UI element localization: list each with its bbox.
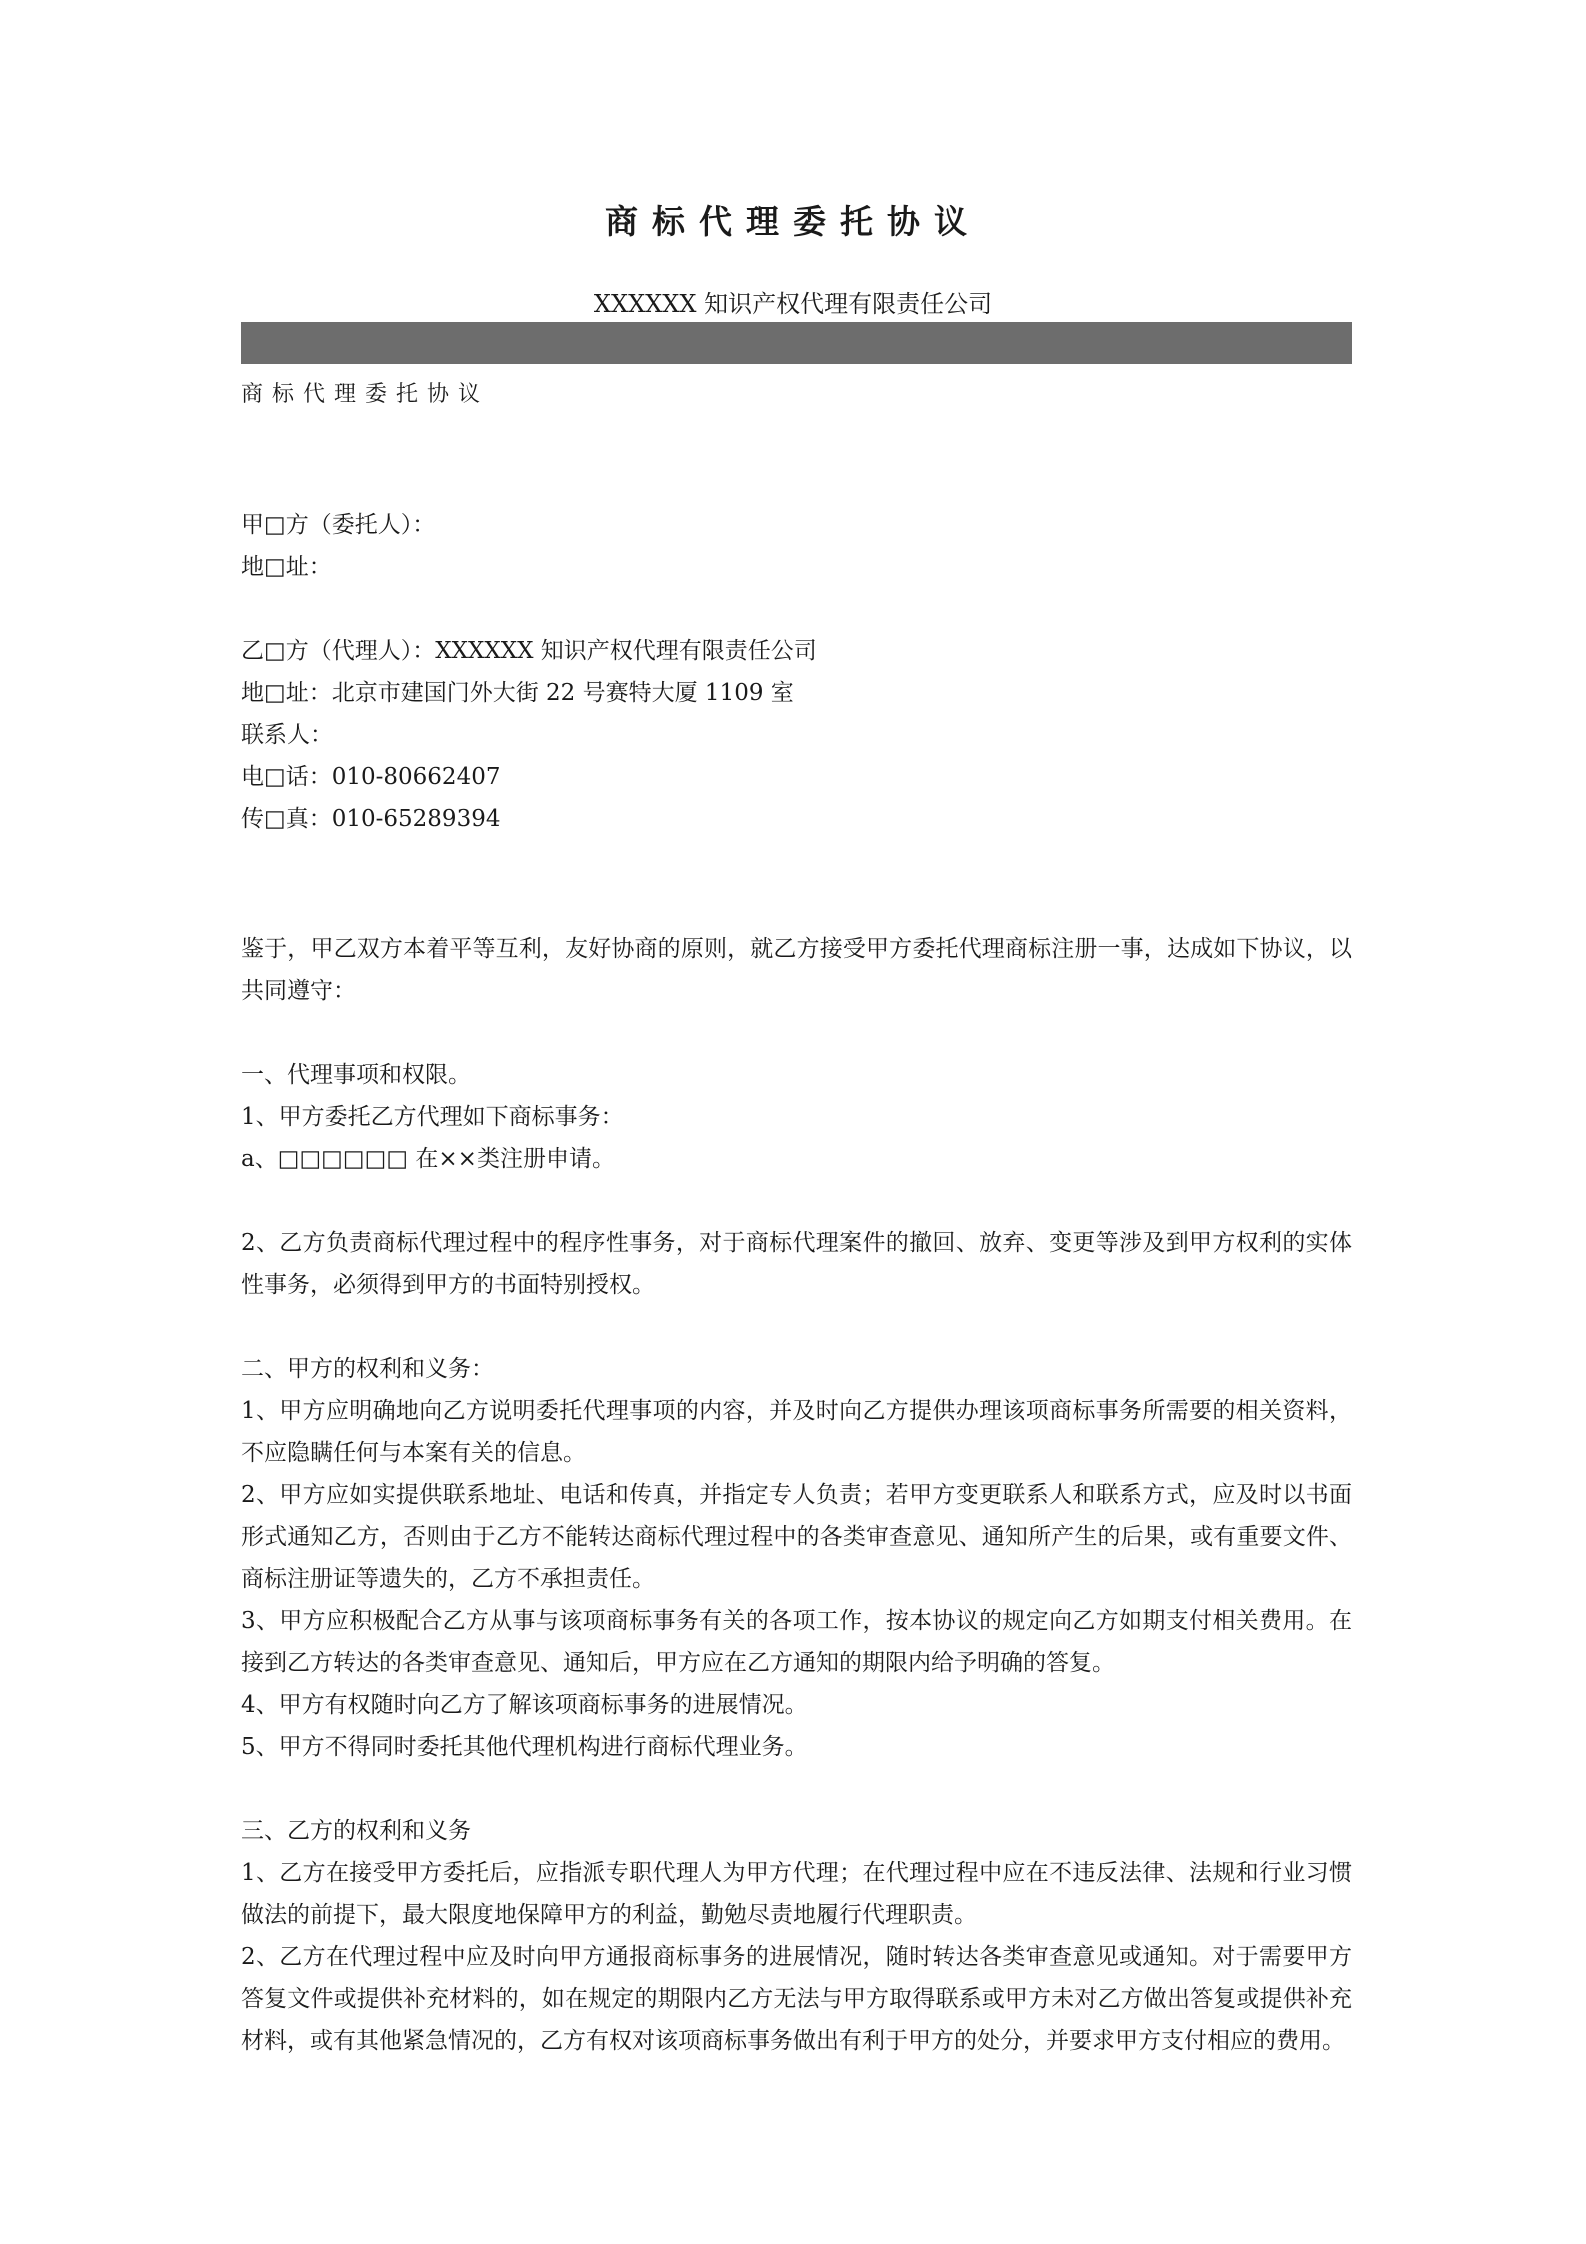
party-b-address: 地□址：北京市建国门外大街 22 号赛特大厦 1109 室 <box>241 680 794 706</box>
section-1-item-1: 1、甲方委托乙方代理如下商标事务： <box>241 1104 624 1130</box>
section-3 <box>241 1810 1352 2062</box>
party-b-fax: 传□真：010-65289394 <box>241 806 501 832</box>
spacer <box>241 588 1352 630</box>
spacer <box>241 1306 1352 1348</box>
section-1-heading: 一、代理事项和权限。 <box>241 1062 471 1088</box>
spacer <box>241 1768 1352 1810</box>
document-body <box>241 374 1352 2062</box>
party-a-block <box>241 504 1352 588</box>
spacer <box>241 1012 1352 1054</box>
section-2-heading: 二、甲方的权利和义务： <box>241 1356 494 1382</box>
section-3-heading: 三、乙方的权利和义务 <box>241 1818 471 1844</box>
party-b-contact: 联系人： <box>241 722 333 748</box>
party-b-block <box>241 630 1352 840</box>
party-b-phone: 电□话：010-80662407 <box>241 764 501 790</box>
section-2 <box>241 1348 1352 1768</box>
section-2-item-2: 2、甲方应如实提供联系地址、电话和传真，并指定专人负责；若甲方变更联系人和联系方式，应及时以书面形式通知乙方，否则由于乙方不能转达商标代理过程中的各类审查意见、通知所产生的后果，或有重要文件、商标注册证等遗失的，乙方不承担责任。 <box>241 1482 1352 1592</box>
section-2-item-1: 1、甲方应明确地向乙方说明委托代理事项的内容，并及时向乙方提供办理该项商标事务所需要的相关资料，不应隐瞒任何与本案有关的信息。 <box>241 1398 1352 1466</box>
document-title: 商标代理委托协议 <box>605 202 981 241</box>
header-divider-bar <box>241 322 1352 364</box>
section-1-item-1a: a、□□□□□□ 在××类注册申请。 <box>241 1146 615 1172</box>
section-2-item-4: 4、甲方有权随时向乙方了解该项商标事务的进展情况。 <box>241 1692 808 1718</box>
section-1 <box>241 1054 1352 1306</box>
agreement-subtitle: 商标代理委托协议 <box>241 382 490 407</box>
preamble-paragraph: 鉴于，甲乙双方本着平等互利，友好协商的原则，就乙方接受甲方委托代理商标注册一事，达成如下协议，以共同遵守： <box>241 936 1352 1004</box>
company-header: XXXXXX 知识产权代理有限责任公司 <box>593 290 993 318</box>
section-3-item-1: 1、乙方在接受甲方委托后，应指派专职代理人为甲方代理；在代理过程中应在不违反法律、法规和行业习惯做法的前提下，最大限度地保障甲方的利益，勤勉尽责地履行代理职责。 <box>241 1860 1352 1928</box>
spacer <box>241 416 1352 504</box>
section-2-item-3: 3、甲方应积极配合乙方从事与该项商标事务有关的各项工作，按本协议的规定向乙方如期支付相关费用。在接到乙方转达的各类审查意见、通知后，甲方应在乙方通知的期限内给予明确的答复。 <box>241 1608 1352 1676</box>
spacer <box>241 840 1352 928</box>
spacer <box>241 1180 1352 1222</box>
section-3-item-2: 2、乙方在代理过程中应及时向甲方通报商标事务的进展情况，随时转达各类审查意见或通知。对于需要甲方答复文件或提供补充材料的，如在规定的期限内乙方无法与甲方取得联系或甲方未对乙方做出答复或提供补充材料，或有其他紧急情况的，乙方有权对该项商标事务做出有利于甲方的处分，并要求甲方支付相应的费用。 <box>241 1944 1352 2054</box>
party-a-name: 甲□方（委托人）： <box>241 512 436 538</box>
party-a-address: 地□址： <box>241 554 332 580</box>
section-2-item-5: 5、甲方不得同时委托其他代理机构进行商标代理业务。 <box>241 1734 808 1760</box>
section-1-item-2: 2、乙方负责商标代理过程中的程序性事务，对于商标代理案件的撤回、放弃、变更等涉及到甲方权利的实体性事务，必须得到甲方的书面特别授权。 <box>241 1230 1352 1298</box>
party-b-name: 乙□方（代理人）：XXXXXX 知识产权代理有限责任公司 <box>241 638 817 664</box>
